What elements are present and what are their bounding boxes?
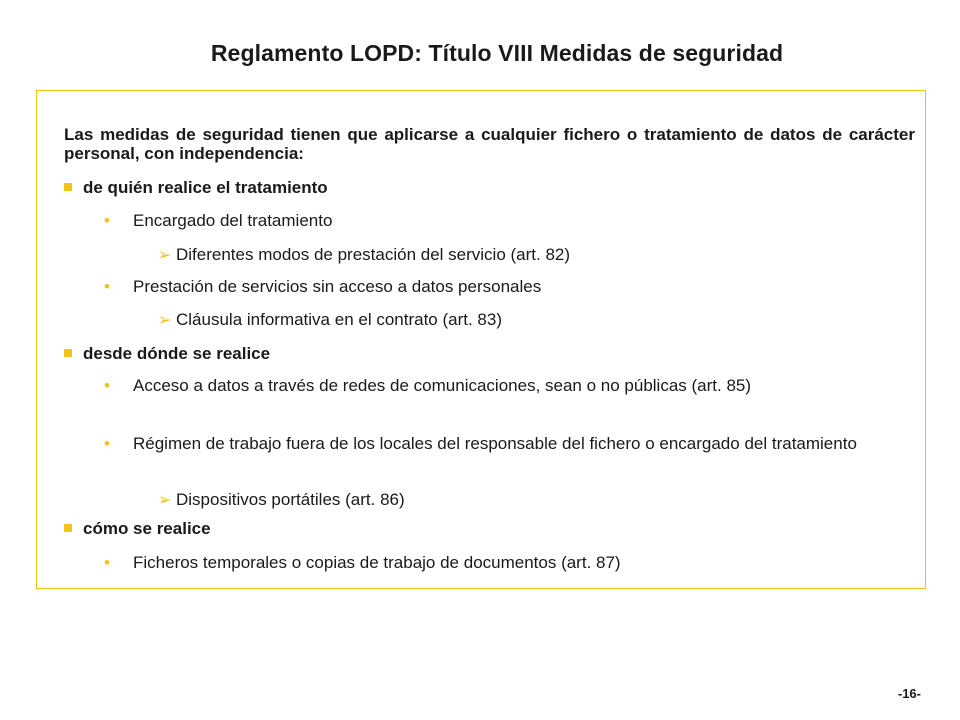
dot-bullet-icon: • — [104, 277, 110, 296]
dot-bullet-icon: • — [104, 211, 110, 230]
arrowhead-bullet-icon: ➢ — [158, 312, 172, 329]
dot-bullet-icon: • — [104, 553, 110, 572]
sub-item-dispositivos: ➢ Dispositivos portátiles (art. 86) — [158, 490, 405, 509]
section-heading-donde: desde dónde se realice — [64, 344, 270, 363]
sub-item-modos-prestacion: ➢ Diferentes modos de prestación del servicio (art. 82) — [158, 245, 571, 264]
sub-item-clausula: ➢ Cláusula informativa en el contrato (art. 83) — [158, 310, 502, 329]
dot-bullet-icon: • — [104, 376, 110, 395]
slide-title: Reglamento LOPD: Título VIII Medidas de seguridad — [210, 40, 784, 66]
arrowhead-bullet-icon: ➢ — [158, 492, 172, 509]
square-bullet-icon — [64, 349, 72, 357]
square-bullet-icon — [64, 183, 72, 191]
list-item-encargado: • Encargado del tratamiento — [104, 211, 333, 230]
square-bullet-icon — [64, 524, 72, 532]
section-heading-quien: de quién realice el tratamiento — [64, 178, 328, 197]
dot-bullet-icon: • — [104, 434, 110, 453]
list-item-regimen-trabajo: Régimen de trabajo fuera de los locales del responsable del fichero o encargado del tratamiento — [133, 434, 857, 453]
list-item-prestacion-servicios: • Prestación de servicios sin acceso a datos personales — [104, 277, 542, 296]
list-item-ficheros-temporales: • Ficheros temporales o copias de trabajo de documentos (art. 87) — [104, 553, 621, 572]
section-heading-como: cómo se realice — [64, 519, 211, 538]
page-number: -16- — [897, 686, 921, 701]
list-item-acceso-redes: Acceso a datos a través de redes de comunicaciones, sean o no públicas (art. 85) — [133, 376, 752, 395]
content-box — [36, 90, 926, 589]
intro-text: Las medidas de seguridad tienen que aplicarse a cualquier fichero o tratamiento de datos de carácter personal, con independencia: — [64, 125, 915, 163]
arrowhead-bullet-icon: ➢ — [158, 247, 172, 264]
